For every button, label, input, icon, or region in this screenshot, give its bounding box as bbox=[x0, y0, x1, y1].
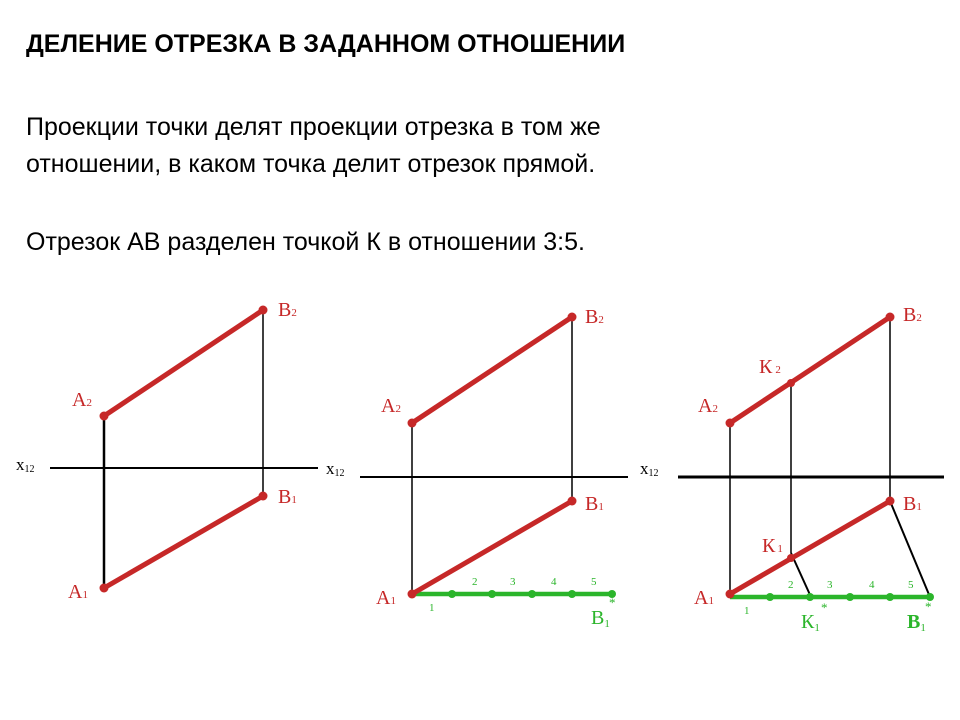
label-a1: A1 bbox=[68, 581, 88, 603]
label-a2: A2 bbox=[72, 389, 92, 411]
point-b2 bbox=[886, 313, 895, 322]
point-a2 bbox=[408, 419, 417, 428]
division-mark-2 bbox=[488, 590, 496, 598]
division-label-2: 2 bbox=[788, 579, 794, 591]
label-b2: B2 bbox=[585, 306, 604, 328]
segment-a1b1 bbox=[104, 496, 263, 588]
slide-title: ДЕЛЕНИЕ ОТРЕЗКА В ЗАДАННОМ ОТНОШЕНИИ bbox=[26, 30, 626, 58]
diagram-2 bbox=[326, 306, 628, 630]
label-b-star-mark: * bbox=[925, 599, 932, 614]
point-b2 bbox=[568, 313, 577, 322]
point-a1 bbox=[408, 590, 417, 599]
point-a1 bbox=[100, 584, 109, 593]
label-a2: A2 bbox=[698, 395, 718, 417]
label-b1: B1 bbox=[903, 493, 922, 515]
division-mark-4 bbox=[886, 593, 894, 601]
label-b1: B1 bbox=[585, 493, 604, 515]
label-b2: B2 bbox=[903, 304, 922, 326]
division-label-1: 1 bbox=[429, 602, 435, 614]
division-label-1: 1 bbox=[744, 605, 750, 617]
paragraph-line-2: отношении, в каком точка делит отрезок прямой. bbox=[26, 150, 596, 178]
axis-label: x12 bbox=[16, 455, 35, 475]
segment-a2b2 bbox=[104, 310, 263, 416]
point-b1 bbox=[568, 497, 577, 506]
division-mark-3 bbox=[528, 590, 536, 598]
label-b1: B1 bbox=[278, 486, 297, 508]
label-a2: A2 bbox=[381, 395, 401, 417]
division-mark-1 bbox=[448, 590, 456, 598]
label-b2: B2 bbox=[278, 299, 297, 321]
point-k2 bbox=[787, 379, 795, 387]
paragraph-line-1: Проекции точки делят проекции отрезка в том же bbox=[26, 113, 601, 141]
label-k1: К 1 bbox=[762, 535, 783, 557]
label-k2: К 2 bbox=[759, 356, 781, 378]
division-label-2: 2 bbox=[472, 576, 478, 588]
point-a2 bbox=[100, 412, 109, 421]
diagram-1 bbox=[16, 299, 318, 603]
point-k1 bbox=[787, 554, 795, 562]
division-label-4: 4 bbox=[551, 576, 557, 588]
point-a2 bbox=[726, 419, 735, 428]
division-label-4: 4 bbox=[869, 579, 875, 591]
label-b-star-mark: * bbox=[609, 595, 616, 610]
point-a1 bbox=[726, 590, 735, 599]
division-label-5: 5 bbox=[591, 576, 597, 588]
division-mark-3 bbox=[846, 593, 854, 601]
label-k-star: К1 bbox=[801, 611, 820, 634]
label-k-star-mark: * bbox=[821, 600, 828, 615]
label-a1: A1 bbox=[376, 587, 396, 609]
segment-a1b1 bbox=[412, 501, 572, 594]
axis-label: x12 bbox=[640, 459, 659, 479]
segment-a2b2 bbox=[412, 317, 572, 423]
paragraph-ratio: Отрезок АВ разделен точкой К в отношении 3:5. bbox=[26, 228, 585, 256]
label-a1: A1 bbox=[694, 587, 714, 609]
label-b-star: B1 bbox=[907, 611, 926, 634]
segment-a1b1 bbox=[730, 501, 890, 594]
point-b1 bbox=[886, 497, 895, 506]
division-label-3: 3 bbox=[510, 576, 516, 588]
label-b-star: B1 bbox=[591, 607, 610, 630]
point-b1 bbox=[259, 492, 268, 501]
division-label-3: 3 bbox=[827, 579, 833, 591]
diagram-3 bbox=[640, 304, 944, 634]
axis-label: x12 bbox=[326, 459, 345, 479]
segment-a2b2 bbox=[730, 317, 890, 423]
point-b2 bbox=[259, 306, 268, 315]
division-mark-4 bbox=[568, 590, 576, 598]
division-mark-2 bbox=[806, 593, 814, 601]
division-label-5: 5 bbox=[908, 579, 914, 591]
division-mark-1 bbox=[766, 593, 774, 601]
